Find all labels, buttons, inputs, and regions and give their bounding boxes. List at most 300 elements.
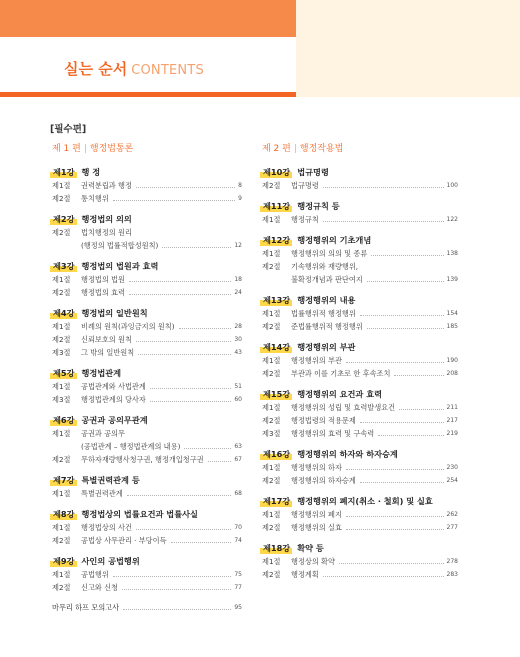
toc-entry[interactable] — [262, 367, 458, 380]
chapter-number: 제1절 — [262, 215, 281, 224]
chapter-number: 제1절 — [52, 181, 71, 190]
lecture-title[interactable] — [52, 413, 242, 427]
lecture-list — [52, 165, 242, 594]
leader-dots — [136, 341, 231, 342]
lecture-title[interactable] — [52, 507, 242, 521]
entry-title: (공법관계 – 행정법관계의 내용) — [81, 442, 181, 451]
entry-line — [81, 534, 242, 547]
part-label: 제 1 편 — [52, 144, 81, 154]
chapter-number: 제1절 — [52, 570, 71, 579]
entry-body — [291, 461, 458, 474]
lecture-title[interactable] — [262, 494, 458, 508]
entry-body — [291, 508, 458, 521]
entry-body — [81, 393, 242, 406]
toc-column-right — [262, 143, 458, 588]
part-separator: | — [293, 144, 297, 154]
chapter-number: 제2절 — [262, 181, 281, 190]
leader-dots — [371, 255, 443, 256]
entry-body — [291, 307, 458, 320]
chapter-number: 제1절 — [52, 523, 71, 532]
toc-entry[interactable] — [52, 487, 242, 500]
entry-line — [291, 247, 458, 260]
leader-dots — [360, 482, 444, 483]
toc-entry[interactable] — [52, 273, 242, 286]
leader-dots — [208, 461, 232, 462]
lecture-number: 제10강 — [263, 167, 291, 177]
page-number: 100 — [446, 182, 458, 189]
page-number: 9 — [238, 195, 242, 202]
page-number: 139 — [446, 276, 458, 283]
leader-dots — [360, 422, 444, 423]
entry-body — [291, 367, 458, 380]
lecture-name: 행정행위의 폐지(취소 · 철회) 및 실효 — [297, 496, 433, 506]
entry-title: 신뢰보호의 원칙 — [81, 335, 132, 344]
lecture-number: 제18강 — [263, 543, 291, 553]
entry-title: 부관과 이를 기초로 한 후속조치 — [291, 369, 391, 378]
leader-dots — [323, 576, 444, 577]
lecture-name: 특별권력관계 등 — [81, 475, 140, 485]
chapter-number: 제2절 — [52, 288, 71, 297]
entry-line — [81, 380, 242, 393]
lecture-number: 제4강 — [53, 308, 75, 318]
toc-entry[interactable] — [52, 226, 242, 252]
entry-title: 준법률행위적 행정행위 — [291, 322, 363, 331]
chapter-number: 제2절 — [52, 536, 71, 545]
toc-entry[interactable] — [52, 380, 242, 393]
entry-body — [291, 414, 458, 427]
toc-entry[interactable] — [52, 286, 242, 299]
entry-body — [81, 179, 242, 192]
lecture-number: 제16강 — [263, 449, 291, 459]
entry-title: 행정법의 효력 — [81, 288, 125, 297]
lecture-title[interactable] — [262, 541, 458, 555]
lecture-title[interactable] — [52, 306, 242, 320]
header-side-box — [296, 37, 520, 92]
leader-dots — [346, 529, 444, 530]
toc-entry[interactable] — [262, 179, 458, 192]
toc-entry[interactable] — [262, 401, 458, 414]
lecture-block — [52, 366, 242, 406]
entry-line — [291, 179, 458, 192]
leader-dots — [129, 294, 231, 295]
entry-title: 행정법상의 사건 — [81, 523, 132, 532]
lecture-block — [262, 387, 458, 440]
page-number: 51 — [234, 383, 242, 390]
page-number: 70 — [234, 524, 242, 531]
lecture-block — [52, 473, 242, 500]
chapter-number: 제1절 — [262, 463, 281, 472]
lecture-title[interactable] — [52, 554, 242, 568]
page-number: 208 — [446, 370, 458, 377]
chapter-number: 제1절 — [52, 489, 71, 498]
lecture-number: 제17강 — [263, 496, 291, 506]
entry-title: 비례의 원칙(과잉금지의 원칙) — [81, 322, 175, 331]
entry-body — [81, 568, 242, 581]
leader-dots — [323, 221, 444, 222]
page-number: 185 — [446, 323, 458, 330]
leader-dots — [367, 328, 444, 329]
chapter-number: 제2절 — [262, 476, 281, 485]
toc-column-left — [52, 143, 242, 614]
entry-line — [81, 273, 242, 286]
lecture-name: 사인의 공법행위 — [81, 556, 140, 566]
entry-line — [291, 521, 458, 534]
entry-line — [291, 508, 458, 521]
lecture-name: 확약 등 — [297, 543, 324, 553]
entry-title: 신고와 신청 — [81, 583, 119, 592]
lecture-name: 행정법의 일반원칙 — [81, 308, 148, 318]
page-number: 230 — [446, 464, 458, 471]
lecture-block — [52, 306, 242, 359]
lecture-name: 행정행위의 내용 — [297, 295, 356, 305]
chapter-number: 제1절 — [262, 557, 281, 566]
entry-line — [81, 568, 242, 581]
toc-entry[interactable] — [52, 521, 242, 534]
leader-dots — [127, 495, 232, 496]
toc-entry[interactable] — [52, 333, 242, 346]
lecture-title[interactable] — [262, 387, 458, 401]
chapter-number: 제2절 — [52, 228, 71, 237]
leader-dots — [162, 247, 231, 248]
page-number: 67 — [234, 456, 242, 463]
toc-entry[interactable] — [262, 555, 458, 568]
page-number: 122 — [446, 216, 458, 223]
entry-title: 행정행위의 실효 — [291, 523, 342, 532]
page-number: 12 — [234, 242, 242, 249]
page-number: 277 — [446, 524, 458, 531]
entry-title: 행정행위의 효력 및 구속력 — [291, 429, 375, 438]
page-number: 74 — [234, 537, 242, 544]
leader-dots — [136, 187, 235, 188]
lecture-number: 제3강 — [53, 261, 75, 271]
chapter-number: 제1절 — [52, 322, 71, 331]
entry-line — [291, 568, 458, 581]
chapter-number: 제2절 — [52, 455, 71, 464]
lecture-block — [262, 494, 458, 534]
toc-entry[interactable] — [52, 320, 242, 333]
page-number: 77 — [234, 584, 242, 591]
header-top-stripe — [0, 0, 296, 37]
entry-title: 통치행위 — [81, 194, 109, 203]
entry-line — [81, 239, 242, 252]
entry-title: 마무리 하프 모의고사 — [52, 603, 120, 612]
entry-title: 공법상 사무관리 · 부당이득 — [81, 536, 167, 545]
toc-entry[interactable] — [262, 427, 458, 440]
entry-body — [81, 192, 242, 205]
leader-dots — [113, 200, 235, 201]
lecture-block — [52, 413, 242, 466]
lecture-block — [52, 507, 242, 547]
lecture-number: 제9강 — [53, 556, 75, 566]
entry-title: 행정규칙 — [291, 215, 319, 224]
toc-entry[interactable] — [262, 260, 458, 286]
page-title-ko: 실는 순서 — [64, 60, 128, 78]
entry-body — [291, 320, 458, 333]
part-separator: | — [83, 144, 87, 154]
entry-title: 행정법의 법원 — [81, 275, 125, 284]
lecture-name: 행정법상의 법률요건과 법률사실 — [81, 509, 198, 519]
chapter-number: 제1절 — [262, 403, 281, 412]
entry-line — [291, 320, 458, 333]
page-number: 43 — [234, 349, 242, 356]
entry-title: 기속행위와 재량행위, — [291, 262, 359, 271]
lecture-block — [262, 293, 458, 333]
page-number: 28 — [234, 323, 242, 330]
page-number: 138 — [446, 250, 458, 257]
lecture-title[interactable] — [52, 473, 242, 487]
page-number: 24 — [234, 289, 242, 296]
entry-title: 법률행위적 행정행위 — [291, 309, 356, 318]
lecture-name: 법규명령 — [297, 167, 329, 177]
toc-entry[interactable] — [52, 453, 242, 466]
chapter-number: 제2절 — [262, 262, 281, 271]
lecture-number: 제5강 — [53, 368, 75, 378]
entry-title: 행정법관계의 당사자 — [81, 395, 146, 404]
leader-dots — [179, 328, 232, 329]
entry-title: 행정행위의 폐지 — [291, 510, 342, 519]
leader-dots — [150, 388, 232, 389]
entry-body — [291, 213, 458, 226]
lecture-title[interactable] — [52, 165, 242, 179]
leader-dots — [122, 589, 231, 590]
entry-body — [81, 320, 242, 333]
entry-line — [291, 555, 458, 568]
entry-line — [81, 453, 242, 466]
page-number: 190 — [446, 357, 458, 364]
lecture-name: 행정행위의 요건과 효력 — [297, 389, 383, 399]
leader-dots — [323, 187, 444, 188]
lecture-name: 행정법관계 — [81, 368, 122, 378]
page-number: 30 — [234, 336, 242, 343]
entry-title: 행정상의 확약 — [291, 557, 335, 566]
chapter-number: 제1절 — [262, 249, 281, 258]
lecture-number: 제11강 — [263, 201, 291, 211]
entry-title: (행정의 법률적합성원칙) — [81, 241, 159, 250]
lecture-block — [52, 212, 242, 252]
entry-body — [291, 555, 458, 568]
entry-body — [81, 453, 242, 466]
toc-entry[interactable] — [262, 307, 458, 320]
entry-title: 불확정개념과 판단여지 — [291, 275, 363, 284]
toc-entry[interactable] — [262, 474, 458, 487]
entry-body — [291, 474, 458, 487]
leader-dots — [367, 281, 444, 282]
leader-dots — [136, 529, 231, 530]
lecture-title[interactable] — [262, 165, 458, 179]
entry-body — [291, 568, 458, 581]
page-number: 283 — [446, 571, 458, 578]
leader-dots — [129, 281, 231, 282]
lecture-name: 행정행위의 기초개념 — [297, 235, 372, 245]
chapter-number: 제1절 — [52, 275, 71, 284]
toc-entry[interactable] — [262, 414, 458, 427]
entry-line — [81, 286, 242, 299]
entry-title: 권력분립과 행정 — [81, 181, 132, 190]
lecture-name: 행정법의 법원과 효력 — [81, 261, 159, 271]
page-number: 63 — [234, 443, 242, 450]
toc-entry[interactable] — [52, 581, 242, 594]
entry-body — [81, 286, 242, 299]
toc-entry[interactable] — [52, 346, 242, 359]
part-heading — [262, 143, 458, 155]
toc-entry[interactable] — [262, 320, 458, 333]
part-name: 행정작용법 — [299, 144, 344, 154]
entry-line — [291, 401, 458, 414]
page-number: 262 — [446, 511, 458, 518]
toc-entry[interactable] — [262, 568, 458, 581]
entry-body — [81, 226, 242, 252]
chapter-number: 제1절 — [262, 309, 281, 318]
entry-title: 공법관계와 사법관계 — [81, 382, 146, 391]
toc-entry[interactable] — [262, 521, 458, 534]
entry-line — [291, 461, 458, 474]
entry-body — [291, 427, 458, 440]
entry-line — [81, 320, 242, 333]
leader-dots — [399, 409, 443, 410]
page-number: 95 — [234, 604, 242, 611]
lecture-title[interactable] — [52, 259, 242, 273]
leader-dots — [123, 609, 231, 610]
lecture-block — [262, 340, 458, 380]
leader-dots — [378, 435, 443, 436]
chapter-number: 제1절 — [262, 510, 281, 519]
lecture-title[interactable] — [52, 212, 242, 226]
chapter-number: 제1절 — [52, 429, 71, 438]
entry-line — [291, 213, 458, 226]
entry-body — [81, 534, 242, 547]
leader-dots — [360, 315, 444, 316]
lecture-title[interactable] — [262, 340, 458, 354]
chapter-number: 제2절 — [262, 322, 281, 331]
toc-entry[interactable] — [262, 508, 458, 521]
page-number: 75 — [234, 571, 242, 578]
entry-line — [81, 333, 242, 346]
entry-line — [81, 192, 242, 205]
leader-dots — [150, 401, 232, 402]
lecture-name: 행 정 — [81, 167, 101, 177]
lecture-title[interactable] — [262, 233, 458, 247]
leader-dots — [346, 469, 444, 470]
entry-title: 무하자재량행사청구권, 행정개입청구권 — [81, 455, 204, 464]
lecture-number: 제12강 — [263, 235, 291, 245]
entry-title: 특별권력관계 — [81, 489, 123, 498]
lecture-number: 제7강 — [53, 475, 75, 485]
entry-title: 행정행위의 부관 — [291, 356, 342, 365]
entry-line — [81, 179, 242, 192]
lecture-number: 제8강 — [53, 509, 75, 519]
leader-dots — [346, 516, 444, 517]
toc-entry-extra[interactable] — [52, 601, 242, 614]
entry-line — [81, 226, 242, 239]
lecture-name: 행정규칙 등 — [297, 201, 340, 211]
lecture-title[interactable] — [262, 293, 458, 307]
lecture-title[interactable] — [262, 199, 458, 213]
page-number: 254 — [446, 477, 458, 484]
page-number: 217 — [446, 417, 458, 424]
part-label: 제 2 편 — [262, 144, 291, 154]
leader-dots — [394, 375, 443, 376]
page-number: 18 — [234, 276, 242, 283]
entry-body — [291, 260, 458, 286]
entry-line — [291, 354, 458, 367]
lecture-block — [262, 199, 458, 226]
toc-entry[interactable] — [262, 213, 458, 226]
entry-title: 그 밖의 일반원칙 — [81, 348, 135, 357]
chapter-number: 제2절 — [262, 570, 281, 579]
toc-entry[interactable] — [52, 192, 242, 205]
toc-entry[interactable] — [52, 568, 242, 581]
lecture-list — [262, 165, 458, 581]
leader-dots — [339, 563, 444, 564]
entry-line — [291, 307, 458, 320]
lecture-number: 제15강 — [263, 389, 291, 399]
toc-entry[interactable] — [262, 354, 458, 367]
lecture-block — [52, 165, 242, 205]
lecture-number: 제13강 — [263, 295, 291, 305]
page-title-en: CONTENTS — [131, 63, 204, 78]
lecture-number: 제6강 — [53, 415, 75, 425]
entry-title: 행정행위의 하자승계 — [291, 476, 356, 485]
lecture-title[interactable] — [262, 447, 458, 461]
lecture-block — [52, 554, 242, 594]
lecture-number: 제1강 — [53, 167, 75, 177]
part-heading — [52, 143, 242, 155]
lecture-number: 제14강 — [263, 342, 291, 352]
page-title — [64, 59, 204, 81]
chapter-number: 제2절 — [262, 369, 281, 378]
toc-entry[interactable] — [52, 427, 242, 453]
entry-title: 행정행위의 의의 및 종류 — [291, 249, 368, 258]
chapter-number: 제1절 — [52, 382, 71, 391]
lecture-block — [52, 259, 242, 299]
entry-line — [291, 427, 458, 440]
entry-body — [291, 354, 458, 367]
leader-dots — [346, 362, 444, 363]
entry-body — [81, 521, 242, 534]
toc-entry[interactable] — [262, 461, 458, 474]
entry-line — [291, 260, 458, 273]
entry-line — [81, 487, 242, 500]
entry-title: 행정행위의 성립 및 효력발생요건 — [291, 403, 396, 412]
toc-entry[interactable] — [262, 247, 458, 260]
page-number: 211 — [446, 404, 458, 411]
entry-body — [81, 427, 242, 453]
entry-title: 행정법령의 적용문제 — [291, 416, 356, 425]
toc-entry[interactable] — [52, 179, 242, 192]
toc-entry[interactable] — [52, 534, 242, 547]
entry-body — [81, 333, 242, 346]
chapter-number: 제3절 — [52, 348, 71, 357]
lecture-title[interactable] — [52, 366, 242, 380]
lecture-block — [262, 541, 458, 581]
section-label: [필수편] — [50, 124, 87, 135]
lecture-number: 제2강 — [53, 214, 75, 224]
entry-line — [291, 414, 458, 427]
entry-title: 행정계획 — [291, 570, 319, 579]
lecture-block — [262, 447, 458, 487]
page-number: 8 — [238, 182, 242, 189]
chapter-number: 제2절 — [262, 416, 281, 425]
chapter-number: 제3절 — [52, 395, 71, 404]
entry-line — [81, 521, 242, 534]
entry-line — [291, 367, 458, 380]
page-number: 219 — [446, 430, 458, 437]
chapter-number: 제3절 — [262, 429, 281, 438]
toc-entry[interactable] — [52, 393, 242, 406]
page-number: 278 — [446, 558, 458, 565]
entry-line — [81, 346, 242, 359]
page-number: 60 — [234, 396, 242, 403]
